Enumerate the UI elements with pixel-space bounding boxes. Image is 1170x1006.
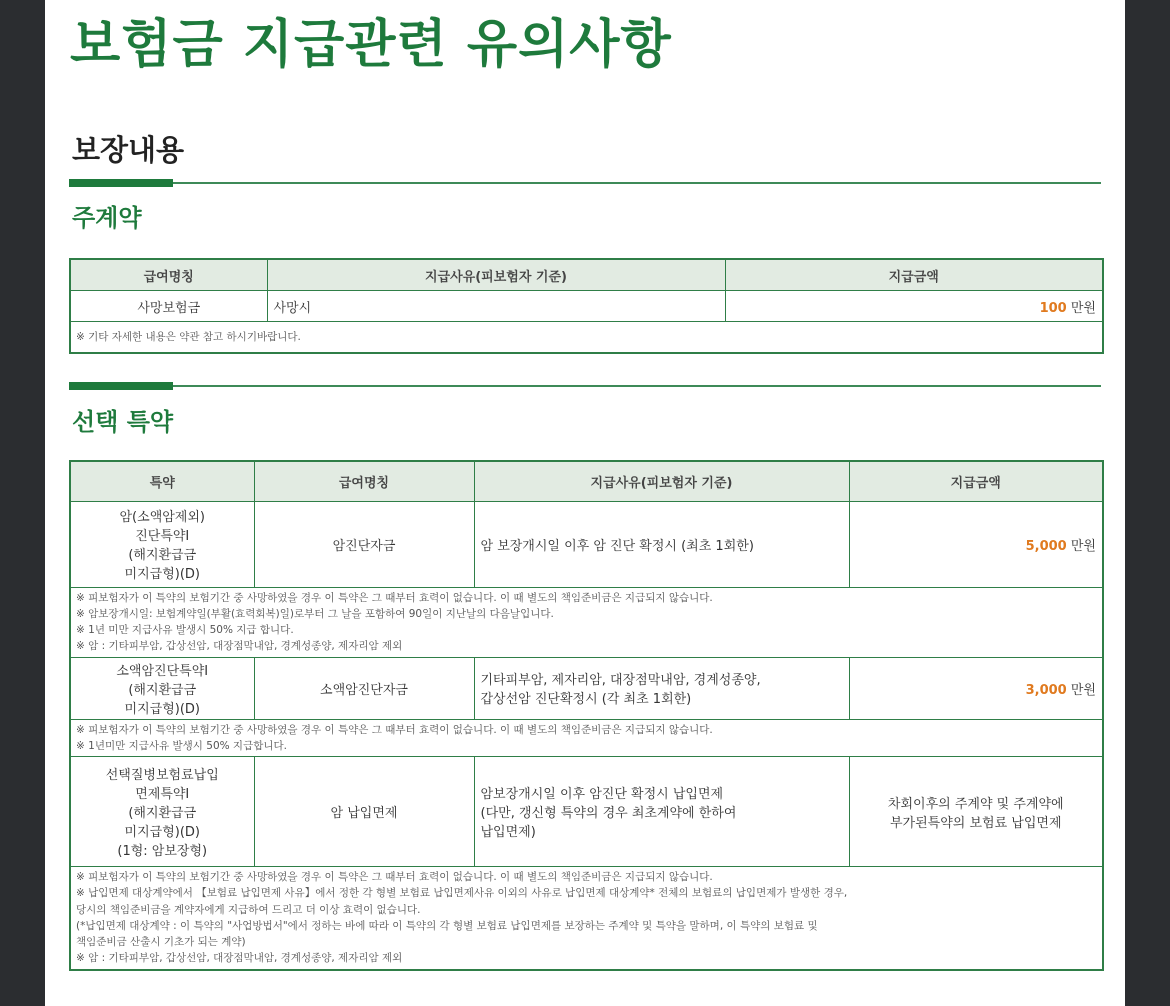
cell-reason	[474, 657, 849, 719]
note-line: ※ 피보험자가 이 특약의 보험기간 중 사망하였을 경우 이 특약은 그 때부터 효력이 없습니다. 이 때 별도의 책임준비금은 지급되지 않습니다.	[76, 871, 713, 884]
cell-rider-name	[70, 501, 254, 587]
cell-reason	[474, 757, 849, 867]
cell-rider-name	[70, 657, 254, 719]
note-line: ※ 암 : 기타피부암, 갑상선암, 대장점막내암, 경계성종양, 제자리암 제외	[76, 640, 403, 653]
document-page	[45, 0, 1125, 1006]
note-line: ※ 납입면제 대상계약에서 【보험료 납입면제 사유】에서 정한 각 형별 보험료 납입면제사유 이외의 사유로 납입면제 대상계약* 전체의 보험료의 납입면제가 발생한 경우,	[76, 887, 848, 900]
table-row	[70, 657, 1103, 719]
header-rider: 특약	[70, 461, 254, 501]
optional-rider-heading: 선택 특약	[72, 408, 174, 436]
section-divider	[69, 385, 1101, 387]
rider-name-line: 면제특약Ⅰ	[135, 787, 190, 803]
notes-cell	[70, 719, 1103, 757]
rider-name-line: (해지환급금	[128, 548, 197, 563]
cell-amount	[849, 657, 1103, 719]
amount-unit: 만원	[1070, 682, 1096, 698]
table-row	[70, 291, 1103, 322]
rider-name-line: 선택질병보험료납입	[105, 768, 219, 784]
notes-cell	[70, 587, 1103, 657]
cell-benefit-name: 사망보험금	[70, 291, 267, 322]
amount-text-line: 차회이후의 주계약 및 주계약에	[887, 796, 1064, 812]
note-text: ※ 기타 자세한 내용은 약관 참고 하시기바랍니다.	[70, 322, 1103, 354]
cell-benefit-name: 암 납입면제	[254, 757, 474, 867]
reason-line: 납입면제)	[480, 825, 536, 841]
note-line: ※ 피보험자가 이 특약의 보험기간 중 사망하였을 경우 이 특약은 그 때부터 효력이 없습니다. 이 때 별도의 책임준비금은 지급되지 않습니다.	[76, 591, 713, 604]
table-header-row	[70, 461, 1103, 501]
amount-unit: 만원	[1070, 538, 1096, 554]
amount-text-line: 부가된특약의 보험료 납입면제	[889, 815, 1062, 831]
rider-name-line: 소액암진단특약Ⅰ	[116, 663, 209, 679]
table-row	[70, 757, 1103, 867]
amount-value: 5,000	[1025, 538, 1067, 554]
reason-line: 기타피부암, 제자리암, 대장점막내암, 경계성종양,	[480, 673, 761, 689]
rider-name-line: 암(소액암제외)	[119, 510, 205, 525]
rider-name-line: 미지급형)(D)	[124, 701, 200, 717]
reason-line: 갑상선암 진단확정시 (각 최초 1회한)	[480, 692, 692, 708]
rider-name-line: (해지환급금	[128, 682, 197, 698]
notes-cell	[70, 867, 1103, 970]
reason-line: 암보장개시일 이후 암진단 확정시 납입면제	[480, 787, 724, 803]
note-line: ※ 암 : 기타피부암, 갑상선암, 대장점막내암, 경계성종양, 제자리암 제외	[76, 952, 403, 965]
header-amount: 지급금액	[725, 259, 1103, 291]
note-row	[70, 719, 1103, 757]
rider-name-line: 진단특약Ⅰ	[135, 529, 190, 544]
cell-amount	[849, 501, 1103, 587]
note-line: ※ 1년미만 지급사유 발생시 50% 지급합니다.	[76, 739, 287, 752]
cell-reason	[474, 501, 849, 587]
note-row	[70, 587, 1103, 657]
page-title: 보험금 지급관련 유의사항	[70, 15, 672, 75]
note-line: ※ 암보장개시일: 보험계약일(부활(효력회복)일)로부터 그 날을 포함하여 90일이 지난날의 다음날입니다.	[76, 607, 554, 620]
main-contract-table	[69, 258, 1104, 354]
note-line: 책임준비금 산출시 기초가 되는 계약)	[76, 936, 246, 949]
section-title: 보장내용	[72, 133, 185, 167]
note-row	[70, 322, 1103, 354]
amount-unit: 만원	[1070, 300, 1096, 316]
header-reason: 지급사유(피보험자 기준)	[267, 259, 725, 291]
reason-line: (다만, 갱신형 특약의 경우 최초계약에 한하여	[480, 806, 737, 822]
section-divider	[69, 182, 1101, 184]
note-line: 당시의 책임준비금을 계약자에게 지급하여 드리고 더 이상 효력이 없습니다.	[76, 903, 421, 916]
note-line: (*납입면제 대상계약 : 이 특약의 "사업방법서"에서 정하는 바에 따라 이 특약의 각 형별 보험료 납입면제를 보장하는 주계약 및 특약을 말하며, 이 특약의 보험료 및	[76, 919, 818, 932]
rider-name-line: (1형: 암보장형)	[117, 844, 208, 860]
header-benefit-name: 급여명칭	[254, 461, 474, 501]
cell-amount	[725, 291, 1103, 322]
table-header-row	[70, 259, 1103, 291]
reason-line: 암 보장개시일 이후 암 진단 확정시 (최초 1회한)	[480, 538, 754, 554]
cell-benefit-name: 암진단자금	[254, 501, 474, 587]
header-benefit-name: 급여명칭	[70, 259, 267, 291]
amount-value: 100	[1039, 300, 1067, 316]
main-contract-heading: 주계약	[72, 204, 142, 232]
header-reason: 지급사유(피보험자 기준)	[474, 461, 849, 501]
amount-value: 3,000	[1025, 682, 1067, 698]
cell-reason: 사망시	[267, 291, 725, 322]
rider-name-line: 미지급형)(D)	[124, 825, 200, 841]
optional-rider-table	[69, 460, 1104, 971]
cell-benefit-name: 소액암진단자금	[254, 657, 474, 719]
note-line: ※ 1년 미만 지급사유 발생시 50% 지급 합니다.	[76, 624, 294, 637]
rider-name-line: 미지급형)(D)	[124, 567, 200, 582]
note-line: ※ 피보험자가 이 특약의 보험기간 중 사망하였을 경우 이 특약은 그 때부터 효력이 없습니다. 이 때 별도의 책임준비금은 지급되지 않습니다.	[76, 723, 713, 736]
table-row	[70, 501, 1103, 587]
header-amount: 지급금액	[849, 461, 1103, 501]
rider-name-line: (해지환급금	[128, 806, 197, 822]
cell-rider-name	[70, 757, 254, 867]
cell-amount	[849, 757, 1103, 867]
note-row	[70, 867, 1103, 970]
